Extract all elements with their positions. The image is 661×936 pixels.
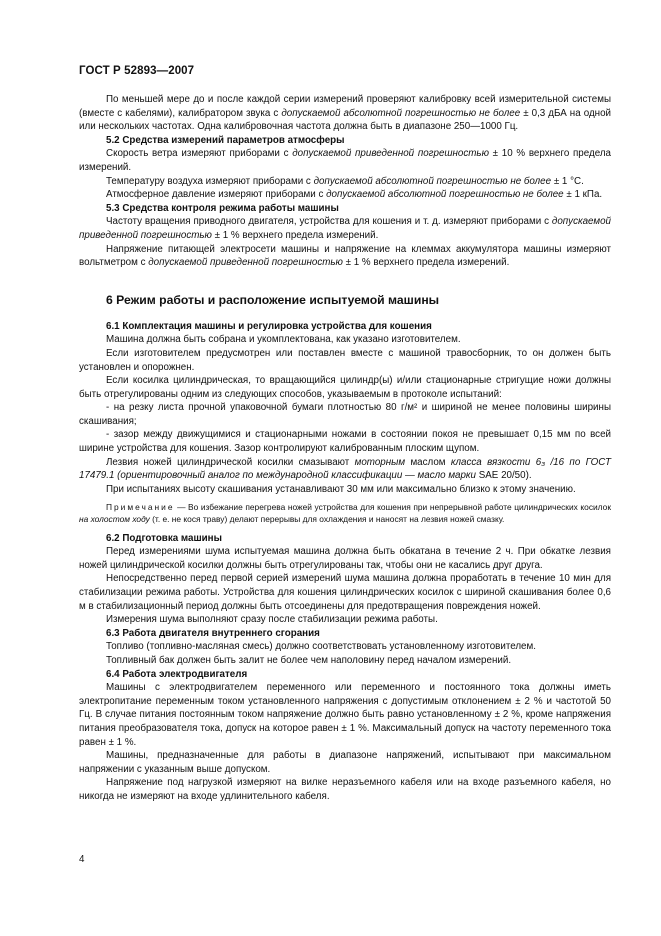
- text: маслом: [405, 456, 451, 468]
- paragraph: [79, 188, 611, 202]
- text: ± 1 % верхнего предела измерений.: [342, 257, 510, 269]
- list-item: - зазор между движущимися и стационарными ножами в состоянии покоя не превышает 0,15 мм по всей ширине устройства для кошения. Зазор контролируют калиброванным плоским щупом.: [79, 429, 611, 455]
- text: (т. е. не кося траву) делают перерывы для охлаждения и наносят на лезвия ножей смазку.: [149, 514, 505, 525]
- paragraph: Машина должна быть собрана и укомплектована, как указано изготовителем.: [106, 334, 461, 346]
- paragraph: [79, 215, 611, 242]
- paragraph: При испытаниях высоту скашивания устанавливают 30 мм или максимально близко к этому значению.: [106, 483, 576, 495]
- text: Скорость ветра измеряют приборами с: [106, 148, 293, 160]
- document-header: ГОСТ Р 52893—2007: [79, 65, 195, 77]
- text: Напряжение питающей электросети машины и напряжение на клеммах аккумулятора машины измеряют вольтметром с: [79, 243, 611, 269]
- text: ± 1 % верхнего предела измерений.: [211, 229, 379, 241]
- paragraph: Если изготовителем предусмотрен или поставлен вместе с машиной травосборник, то он должен быть установлен и опорожнен.: [79, 347, 611, 373]
- note-label: Примечание: [106, 502, 175, 513]
- section-heading-6-2: 6.2 Подготовка машины: [106, 532, 222, 544]
- note: [79, 502, 611, 525]
- paragraph: Если косилка цилиндрическая, то вращающийся цилиндр(ы) и/или стационарные стригущие ножи должны быть отрегулированы одним из следующих способов, указываемым в протоколе испытаний:: [79, 375, 611, 400]
- text: По меньшей мере до и после каждой серии измерений проверяют калибровку всей измерительной системы (вместе с кабелями), калибратором звука с: [79, 94, 611, 119]
- text: Температуру воздуха измеряют приборами с: [106, 175, 314, 187]
- section-heading-5-3: 5.3 Средства контроля режима работы машины: [106, 202, 339, 214]
- text: Лезвия ножей цилиндрической косилки смазывают: [106, 456, 355, 468]
- paragraph: Перед измерениями шума испытуемая машина должна быть обкатана в течение 2 ч. При обкатке лезвия ножей цилиндрической косилки должны быть отрегулированы так, чтобы они не касались друг друга.: [79, 546, 611, 571]
- chapter-heading-6: 6 Режим работы и расположение испытуемой машины: [106, 292, 440, 307]
- paragraph: Напряжение под нагрузкой измеряют на вилке неразъемного кабеля или на входе разъемного кабеля, но никогда не измеряют на входе удлинительного кабеля.: [79, 777, 611, 802]
- italic-text: допускаемой абсолютной погрешностью не более: [281, 107, 521, 119]
- paragraph: Измерения шума выполняют сразу после стабилизации режима работы.: [106, 614, 438, 626]
- italic-text: допускаемой абсолютной погрешностью не более: [326, 189, 564, 201]
- text: ± 1 кПа.: [563, 189, 603, 201]
- text: ± 1 °С.: [551, 175, 584, 187]
- text: ± 10 % верхнего предела измерений.: [79, 148, 611, 173]
- section-heading-6-1: 6.1 Комплектация машины и регулировка устройства для кошения: [106, 320, 432, 332]
- paragraph: Машины с электродвигателем переменного или переменного и постоянного тока должны иметь электропитание переменным током установленного напряжения с допустимым отклонением ± 2 % и частотой 50 Гц. В случае питания постоянным током напряжение должно быть равно установленному ± 2 %, кроме напряжения питания преобразователя тока, допуск на которое равен ± 1 %. Максимальный допуск на частоту переменного тока равен ± 1 %.: [79, 682, 611, 748]
- page-number: 4: [79, 854, 85, 865]
- paragraph: [79, 147, 611, 174]
- paragraph: Топливный бак должен быть залит не более чем наполовину перед началом измерений.: [106, 654, 512, 666]
- list-item: - на резку листа прочной упаковочной бумаги плотностью 80 г/м² и шириной не менее половины ширины скашивания;: [79, 402, 611, 427]
- italic-text: допускаемой приведенной погрешностью: [292, 148, 489, 160]
- section-heading-6-4: 6.4 Работа электродвигателя: [106, 668, 248, 680]
- section-heading-5-2: 5.2 Средства измерений параметров атмосферы: [106, 134, 345, 146]
- paragraph: Непосредственно перед первой серией измерений шума машина должна проработать в течение 10 мин для стабилизации режима работы. Устройства для кошения цилиндрических косилок с шириной скашивания более 0,6 м в стабилизационный период должны быть отсоединены для предотвращения повреждения ножей.: [79, 573, 611, 612]
- italic-text: допускаемой приведенной погрешностью: [79, 216, 611, 241]
- document-body: [79, 93, 611, 804]
- paragraph: [79, 243, 611, 270]
- paragraph: Топливо (топливно-масляная смесь) должно соответствовать установленному изготовителем.: [106, 641, 536, 653]
- text: Частоту вращения приводного двигателя, устройства для кошения и т. д. измеряют приборами с: [106, 216, 552, 228]
- italic-text: допускаемой абсолютной погрешностью не более: [313, 175, 552, 187]
- text: — Во избежание перегрева ножей устройства для кошения при непрерывной работе цилиндрических косилок: [174, 502, 611, 513]
- paragraph: [79, 93, 611, 134]
- italic-text: на холостом ходу: [79, 514, 150, 525]
- italic-text: моторным: [354, 456, 406, 468]
- text: ± 0,3 дБА на одной или нескольких частотах. Одна калибровочная частота должна быть в диапазоне 250—1000 Гц.: [79, 107, 611, 133]
- italic-text: допускаемой приведенной погрешностью: [148, 257, 343, 269]
- text: SAE 20/50).: [476, 470, 532, 482]
- italic-text: класса вязкости 6₃ /16 по ГОСТ 17479.1 (ориентировочный аналог по международной классификации — масло марки: [79, 456, 611, 482]
- paragraph: [79, 456, 611, 483]
- paragraph: [79, 175, 611, 189]
- paragraph: Машины, предназначенные для работы в диапазоне напряжений, испытывают при максимальном напряжении с указанным выше допуском.: [79, 750, 611, 775]
- section-heading-6-3: 6.3 Работа двигателя внутреннего сгорания: [106, 627, 320, 639]
- text: Атмосферное давление измеряют приборами с: [106, 189, 327, 201]
